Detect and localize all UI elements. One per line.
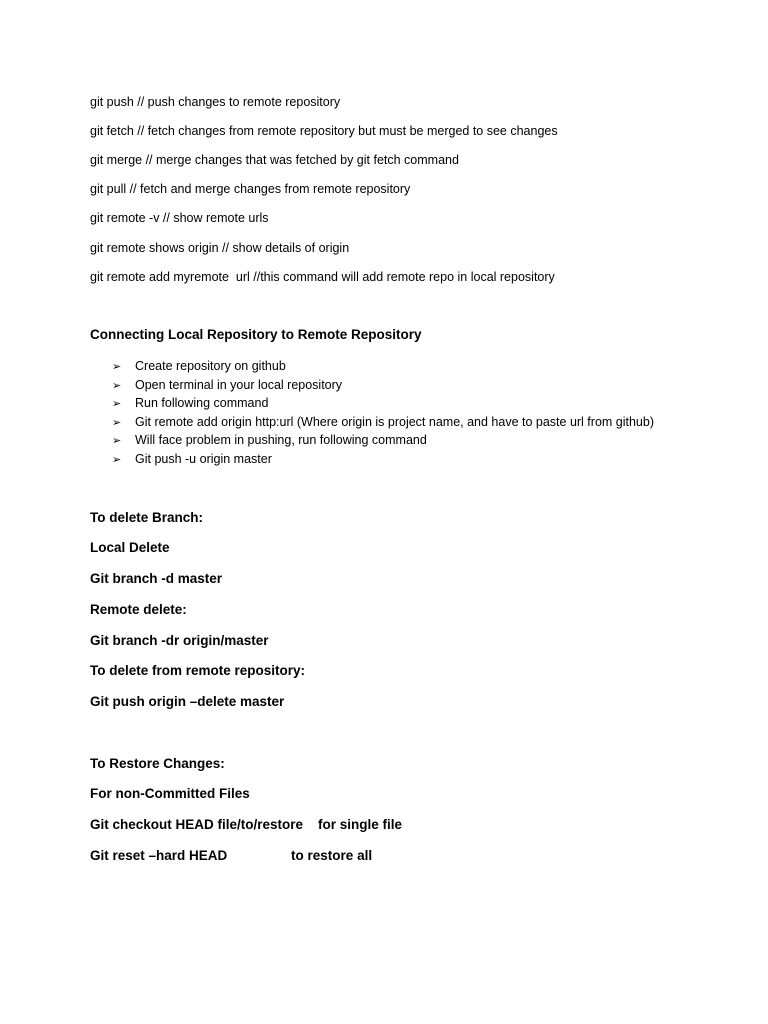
- list-item: [112, 376, 654, 395]
- remote-repo-delete-command: Git push origin –delete master: [90, 694, 285, 709]
- reset-hard-command: Git reset –hard HEAD to restore all: [90, 848, 373, 863]
- local-delete-label: Local Delete: [90, 540, 170, 555]
- arrow-bullet-icon: ➢: [112, 435, 122, 448]
- remote-repo-delete-label: To delete from remote repository:: [90, 663, 306, 678]
- connect-section-heading: Connecting Local Repository to Remote Repository: [90, 327, 422, 342]
- command-line-fetch: git fetch // fetch changes from remote repository but must be merged to see changes: [90, 124, 558, 138]
- arrow-bullet-icon: ➢: [112, 379, 122, 392]
- command-line-push: git push // push changes to remote repository: [90, 95, 341, 109]
- step-text: Will face problem in pushing, run following command: [135, 433, 427, 448]
- list-item: [112, 413, 654, 432]
- list-item: [112, 394, 654, 413]
- remote-delete-label: Remote delete:: [90, 602, 187, 617]
- restore-changes-heading: To Restore Changes:: [90, 756, 225, 771]
- step-text: Git remote add origin http:url (Where origin is project name, and have to paste url from github): [135, 414, 655, 429]
- local-delete-command: Git branch -d master: [90, 571, 223, 586]
- connect-steps-list: [112, 357, 654, 469]
- list-item: [112, 431, 654, 450]
- checkout-single-file-command: Git checkout HEAD file/to/restore for single file: [90, 817, 403, 832]
- remote-delete-command: Git branch -dr origin/master: [90, 633, 269, 648]
- command-line-remote-add: git remote add myremote url //this command will add remote repo in local repository: [90, 270, 555, 284]
- command-line-pull: git pull // fetch and merge changes from remote repository: [90, 182, 411, 196]
- step-text: Run following command: [135, 396, 269, 411]
- command-line-merge: git merge // merge changes that was fetched by git fetch command: [90, 153, 459, 167]
- command-line-remote-show: git remote shows origin // show details of origin: [90, 241, 350, 255]
- arrow-bullet-icon: ➢: [112, 453, 122, 466]
- arrow-bullet-icon: ➢: [112, 416, 122, 429]
- list-item: [112, 357, 654, 376]
- step-text: Create repository on github: [135, 359, 286, 373]
- list-item: [112, 450, 654, 469]
- arrow-bullet-icon: ➢: [112, 398, 122, 411]
- step-text: Git push -u origin master: [135, 451, 272, 466]
- arrow-bullet-icon: ➢: [112, 361, 122, 373]
- delete-branch-heading: To delete Branch:: [90, 510, 204, 525]
- command-line-remote-v: git remote -v // show remote urls: [90, 211, 269, 225]
- non-committed-files-label: For non-Committed Files: [90, 786, 250, 801]
- step-text: Open terminal in your local repository: [135, 377, 343, 392]
